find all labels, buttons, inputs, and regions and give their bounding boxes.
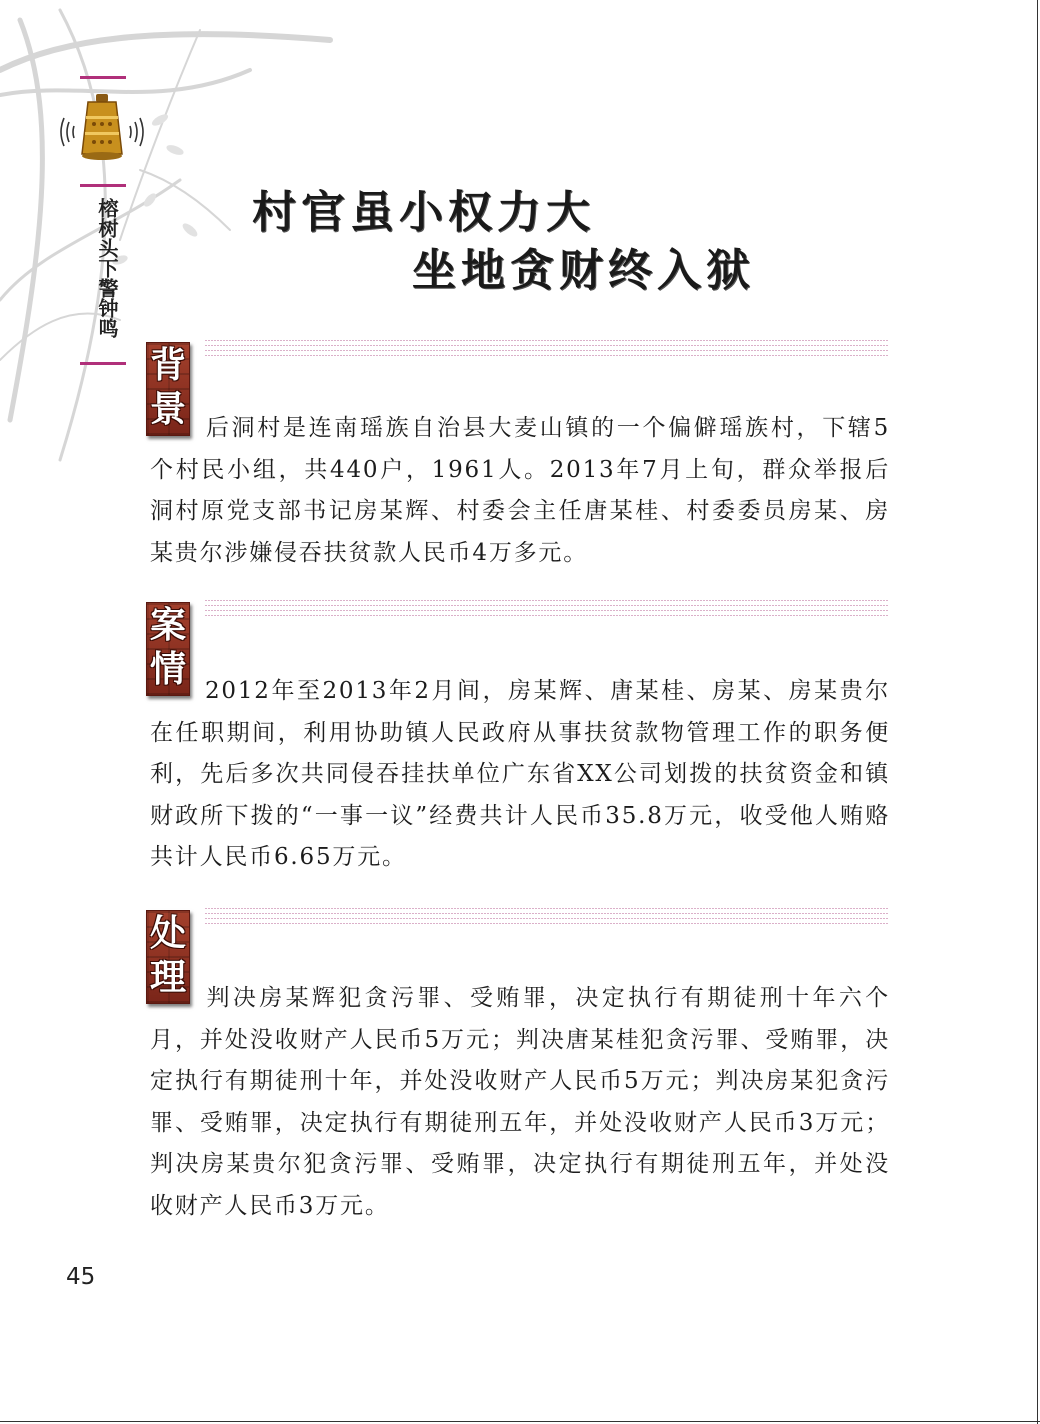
side-column-title: 榕树头下警钟鸣 (95, 198, 119, 338)
dotted-divider (204, 906, 888, 926)
title-line-1: 村官虽小权力大 (252, 187, 595, 238)
badge-char: 情 (149, 648, 186, 690)
badge-char: 背 (149, 344, 186, 386)
accent-bar-bottom (80, 362, 126, 365)
badge-char: 案 (149, 604, 186, 646)
dotted-divider (204, 338, 888, 358)
badge-char: 理 (149, 956, 186, 998)
section-text-handling (150, 978, 890, 1227)
page-border-bottom (0, 1421, 1040, 1422)
accent-bar-middle (80, 184, 126, 187)
badge-char: 景 (149, 388, 186, 430)
paragraph-text: 后洞村是连南瑶族自治县大麦山镇的一个偏僻瑶族村，下辖5个村民小组，共440户，1961人。2013年7月上旬，群众举报后洞村原党支部书记房某辉、村委会主任唐某桂、村委委员房某、房某贵尔涉嫌侵吞扶贫款人民币4万多元。 (150, 415, 890, 566)
section-text-case (150, 671, 890, 879)
dotted-divider (204, 598, 888, 618)
paragraph-text: 2012年至2013年2月间，房某辉、唐某桂、房某、房某贵尔在任职期间，利用协助镇人民政府从事扶贫款物管理工作的职务便利，先后多次共同侵吞挂扶单位广东省XX公司划拨的扶贫资金和镇财政所下拨的“一事一议”经费共计人民币35.8万元，收受他人贿赂共计人民币6.65万元。 (150, 678, 890, 870)
paragraph-text: 判决房某辉犯贪污罪、受贿罪，决定执行有期徒刑十年六个月，并处没收财产人民币5万元；判决唐某桂犯贪污罪、受贿罪，决定执行有期徒刑十年，并处没收财产人民币5万元；判决房某犯贪污罪、受贿罪，决定执行有期徒刑五年，并处没收财产人民币3万元；判决房某贵尔犯贪污罪、受贿罪，决定执行有期徒刑五年，并处没收财产人民币3万元。 (150, 985, 890, 1219)
page-number: 45 (66, 1264, 96, 1290)
badge-char: 处 (149, 912, 186, 954)
page-border-right (1037, 0, 1038, 1424)
title-line-2: 坐地贪财终入狱 (412, 245, 755, 296)
accent-bar-top (80, 76, 126, 79)
section-text-background (150, 408, 890, 574)
bell-icon (52, 92, 152, 172)
